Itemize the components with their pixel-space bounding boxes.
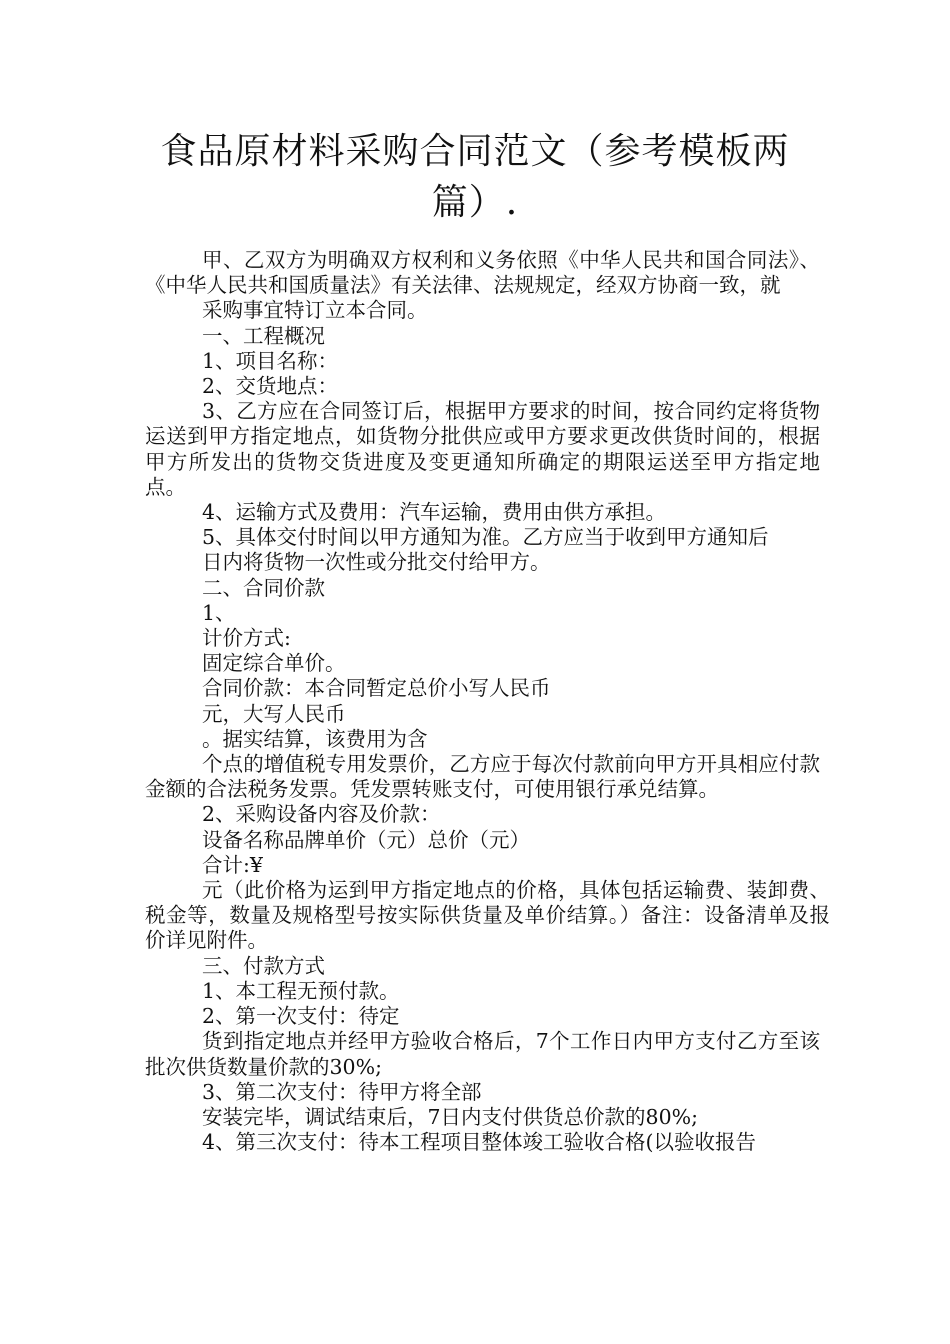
paragraph: 1、项目名称： — [202, 348, 339, 373]
paragraph: 2、采购设备内容及价款： — [202, 802, 441, 827]
paragraph: 2、交货地点： — [202, 374, 339, 399]
paragraph: 货到指定地点并经甲方验收合格后，7个工作日内甲方支付乙方至该批次供货数量价款的30%; — [145, 1029, 820, 1079]
paragraph: 4、运输方式及费用：汽车运输，费用由供方承担。 — [202, 500, 667, 525]
section-heading: 二、合同价款 — [202, 575, 325, 600]
paragraph: 合同价款：本合同暂定总价小写人民币 — [202, 676, 551, 701]
paragraph: 个点的增值税专用发票价，乙方应于每次付款前向甲方开具相应付款金额的合法税务发票。凭发票转账支付，可使用银行承兑结算。 — [145, 752, 820, 802]
paragraph: 合计:¥ — [202, 852, 263, 877]
paragraph: 安装完毕，调试结束后，7日内支付供货总价款的80%; — [202, 1104, 699, 1129]
paragraph: 元，大写人民币 — [202, 701, 346, 726]
paragraph: 1、本工程无预付款。 — [202, 978, 400, 1003]
paragraph: 4、第三次支付：待本工程项目整体竣工验收合格(以验收报告 — [202, 1130, 757, 1155]
paragraph: 采购事宜特订立本合同。 — [202, 298, 428, 323]
paragraph: 3、第二次支付：待甲方将全部 — [202, 1079, 482, 1104]
section-heading: 一、工程概况 — [202, 323, 325, 348]
document-body — [145, 248, 830, 1155]
section-heading: 三、付款方式 — [202, 953, 325, 978]
paragraph: 元（此价格为运到甲方指定地点的价格，具体包括运输费、装卸费、税金等，数量及规格型号按实际供货量及单价结算。）备注：设备清单及报价详见附件。 — [145, 878, 830, 953]
paragraph: 。据实结算，该费用为含 — [202, 726, 428, 751]
paragraph: 计价方式: — [202, 626, 291, 651]
paragraph: 5、具体交付时间以甲方通知为准。乙方应当于收到甲方通知后 — [202, 525, 769, 550]
paragraph-intro: 甲、乙双方为明确双方权利和义务依照《中华人民共和国合同法》、《中华人民共和国质量法》有关法律、法规规定，经双方协商一致，就 — [145, 248, 820, 298]
paragraph: 1、 — [202, 600, 236, 625]
paragraph: 日内将货物一次性或分批交付给甲方。 — [202, 550, 551, 575]
paragraph: 2、第一次支付：待定 — [202, 1004, 400, 1029]
paragraph: 设备名称品牌单价（元）总价（元） — [202, 827, 530, 852]
paragraph: 固定综合单价。 — [202, 651, 346, 676]
paragraph: 3、乙方应在合同签订后，根据甲方要求的时间，按合同约定将货物运送到甲方指定地点，如货物分批供应或甲方要求更改供货时间的，根据甲方所发出的货物交货进度及变更通知所确定的期限运送至甲方指定地点。 — [145, 399, 820, 499]
document-title: 食品原材料采购合同范文（参考模板两篇）. — [160, 131, 790, 223]
